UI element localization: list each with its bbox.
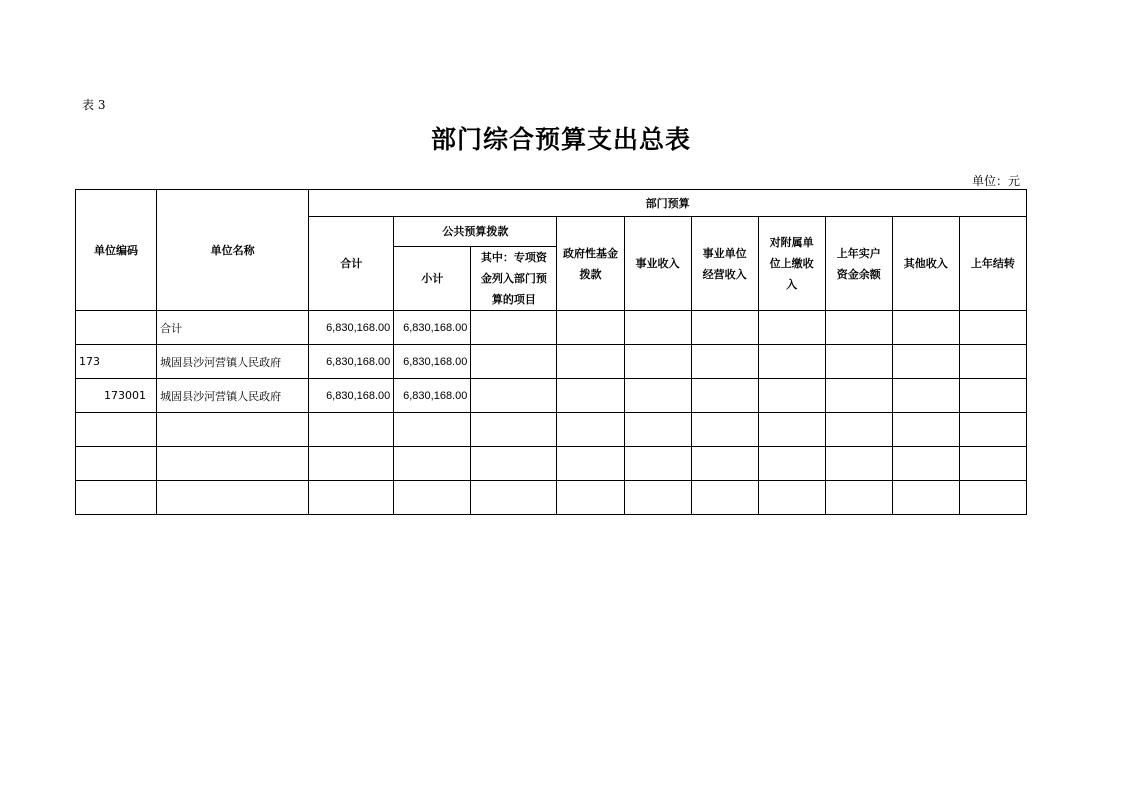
header-dept-budget: 部门预算 xyxy=(309,190,1027,217)
cell-empty xyxy=(691,447,758,481)
header-subordinate-payment xyxy=(758,217,825,311)
cell-empty xyxy=(557,311,624,345)
cell-empty xyxy=(394,481,471,515)
cell-empty xyxy=(825,345,892,379)
header-other-income: 其他收入 xyxy=(892,217,959,311)
cell-empty xyxy=(624,447,691,481)
cell-empty xyxy=(959,447,1026,481)
cell-empty xyxy=(471,413,557,447)
header-subtotal: 小计 xyxy=(394,247,471,311)
cell-empty xyxy=(892,481,959,515)
cell-empty xyxy=(758,413,825,447)
cell-empty xyxy=(892,311,959,345)
table-row xyxy=(76,311,1027,345)
cell-empty xyxy=(471,379,557,413)
cell-empty xyxy=(825,481,892,515)
cell-empty xyxy=(959,413,1026,447)
cell-empty xyxy=(309,413,394,447)
cell-code xyxy=(76,311,157,345)
cell-empty xyxy=(892,447,959,481)
table-row-empty xyxy=(76,447,1027,481)
header-gov-fund-text: 政府性基金拨款 xyxy=(562,246,618,281)
cell-empty xyxy=(691,379,758,413)
cell-empty xyxy=(76,413,157,447)
cell-empty xyxy=(959,345,1026,379)
cell-empty xyxy=(471,345,557,379)
cell-empty xyxy=(892,345,959,379)
cell-empty xyxy=(157,447,309,481)
cell-empty xyxy=(624,345,691,379)
header-prior-balance-text: 上年实户资金余额 xyxy=(836,246,881,281)
header-unit-code: 单位编码 xyxy=(76,190,157,311)
cell-code: 173001 xyxy=(76,379,157,413)
header-gov-fund xyxy=(557,217,624,311)
cell-empty xyxy=(394,447,471,481)
cell-empty xyxy=(624,481,691,515)
cell-name: 合计 xyxy=(157,311,309,345)
header-prior-carryover: 上年结转 xyxy=(959,217,1026,311)
cell-empty xyxy=(691,345,758,379)
cell-empty xyxy=(557,413,624,447)
cell-empty xyxy=(157,481,309,515)
cell-empty xyxy=(959,481,1026,515)
cell-empty xyxy=(557,345,624,379)
header-total: 合计 xyxy=(309,217,394,311)
table-row xyxy=(76,345,1027,379)
cell-empty xyxy=(624,379,691,413)
cell-empty xyxy=(557,379,624,413)
cell-total: 6,830,168.00 xyxy=(309,345,394,379)
cell-empty xyxy=(557,481,624,515)
cell-empty xyxy=(959,311,1026,345)
cell-empty xyxy=(557,447,624,481)
cell-empty xyxy=(825,447,892,481)
header-prior-balance xyxy=(825,217,892,311)
cell-empty xyxy=(758,447,825,481)
cell-empty xyxy=(471,311,557,345)
cell-empty xyxy=(691,481,758,515)
cell-subtotal: 6,830,168.00 xyxy=(394,379,471,413)
cell-name: 城固县沙河营镇人民政府 xyxy=(157,379,309,413)
table-number: 表 3 xyxy=(82,98,106,112)
cell-empty xyxy=(758,481,825,515)
table-row-empty xyxy=(76,413,1027,447)
cell-empty xyxy=(309,447,394,481)
cell-empty xyxy=(624,311,691,345)
cell-empty xyxy=(758,311,825,345)
cell-empty xyxy=(892,413,959,447)
cell-empty xyxy=(758,379,825,413)
cell-empty xyxy=(471,481,557,515)
page-title: 部门综合预算支出总表 xyxy=(430,125,691,154)
table-row xyxy=(76,379,1027,413)
cell-empty xyxy=(825,413,892,447)
cell-name: 城固县沙河营镇人民政府 xyxy=(157,345,309,379)
cell-subtotal: 6,830,168.00 xyxy=(394,345,471,379)
cell-code: 173 xyxy=(76,345,157,379)
header-public-budget: 公共预算拨款 xyxy=(394,217,557,247)
cell-empty xyxy=(825,311,892,345)
cell-empty xyxy=(758,345,825,379)
cell-empty xyxy=(309,481,394,515)
header-business-income: 事业收入 xyxy=(624,217,691,311)
cell-empty xyxy=(892,379,959,413)
header-unit-name: 单位名称 xyxy=(157,190,309,311)
cell-empty xyxy=(624,413,691,447)
cell-empty xyxy=(76,447,157,481)
header-special-funds-text: 其中：专项资金列入部门预算的项目 xyxy=(480,251,547,306)
cell-empty xyxy=(691,413,758,447)
cell-empty xyxy=(959,379,1026,413)
cell-empty xyxy=(157,413,309,447)
unit-label: 单位：元 xyxy=(971,174,1020,188)
header-special-funds xyxy=(471,247,557,311)
table-row-empty xyxy=(76,481,1027,515)
budget-table xyxy=(75,189,1027,515)
cell-empty xyxy=(691,311,758,345)
header-subordinate-payment-text: 对附属单位上缴收入 xyxy=(769,236,814,291)
cell-total: 6,830,168.00 xyxy=(309,311,394,345)
cell-empty xyxy=(76,481,157,515)
cell-empty xyxy=(471,447,557,481)
header-operating-income-text: 事业单位经营收入 xyxy=(702,246,747,281)
cell-empty xyxy=(825,379,892,413)
cell-subtotal: 6,830,168.00 xyxy=(394,311,471,345)
header-operating-income xyxy=(691,217,758,311)
cell-total: 6,830,168.00 xyxy=(309,379,394,413)
cell-empty xyxy=(394,413,471,447)
